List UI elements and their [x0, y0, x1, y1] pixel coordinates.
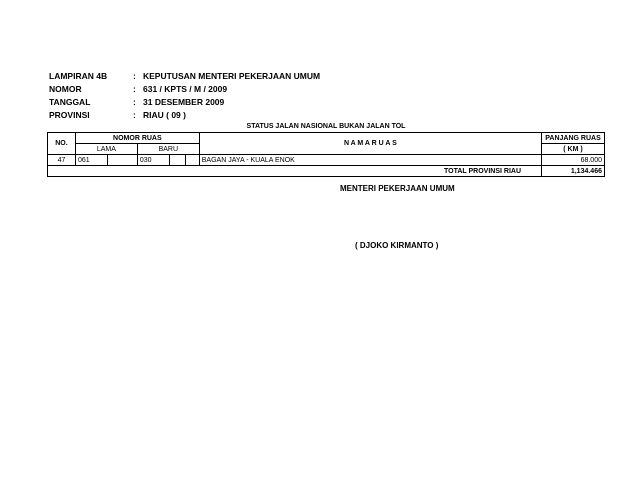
header-colon: : [133, 97, 136, 107]
total-label: TOTAL PROVINSI RIAU [199, 166, 541, 177]
header-colon: : [133, 110, 136, 120]
cell-panjang: 68.000 [542, 155, 605, 166]
total-value: 1,134.466 [542, 166, 605, 177]
header-value: 631 / KPTS / M / 2009 [143, 84, 228, 94]
signature-name: ( DJOKO KIRMANTO ) [355, 241, 439, 250]
col-panjang-header: PANJANG RUAS [542, 133, 605, 144]
header-key: PROVINSI [49, 110, 90, 120]
header-colon: : [133, 71, 136, 81]
header-colon: : [133, 84, 136, 94]
header-key: NOMOR [49, 84, 82, 94]
col-nomor-ruas-header: NOMOR RUAS [75, 133, 199, 144]
header-lampiran [49, 71, 320, 81]
col-nama-ruas-header: N A M A R U A S [199, 133, 541, 155]
col-km-header: ( KM ) [542, 144, 605, 155]
header-key: LAMPIRAN 4B [49, 71, 108, 81]
header-key: TANGGAL [49, 97, 91, 107]
cell-nama: BAGAN JAYA - KUALA ENOK [199, 155, 541, 166]
cell-empty [169, 155, 185, 166]
header-value: RIAU ( 09 ) [143, 110, 186, 120]
cell-empty [185, 155, 199, 166]
table-row [48, 155, 605, 166]
header-value: KEPUTUSAN MENTERI PEKERJAAN UMUM [143, 71, 321, 81]
col-baru-header: BARU [137, 144, 199, 155]
header-nomor [49, 84, 227, 94]
header-tanggal [49, 97, 224, 107]
col-lama-header: LAMA [75, 144, 137, 155]
status-title: STATUS JALAN NASIONAL BUKAN JALAN TOL [246, 123, 406, 130]
cell-no: 47 [48, 155, 76, 166]
signature-title: MENTERI PEKERJAAN UMUM [340, 184, 455, 193]
header-value: 31 DESEMBER 2009 [143, 97, 225, 107]
road-status-table [47, 132, 605, 177]
cell-empty [107, 155, 137, 166]
cell-lama: 061 [75, 155, 107, 166]
total-row [48, 166, 605, 177]
total-spacer [48, 166, 200, 177]
header-provinsi [49, 110, 186, 120]
cell-baru: 030 [137, 155, 169, 166]
col-no-header: NO. [48, 133, 76, 155]
